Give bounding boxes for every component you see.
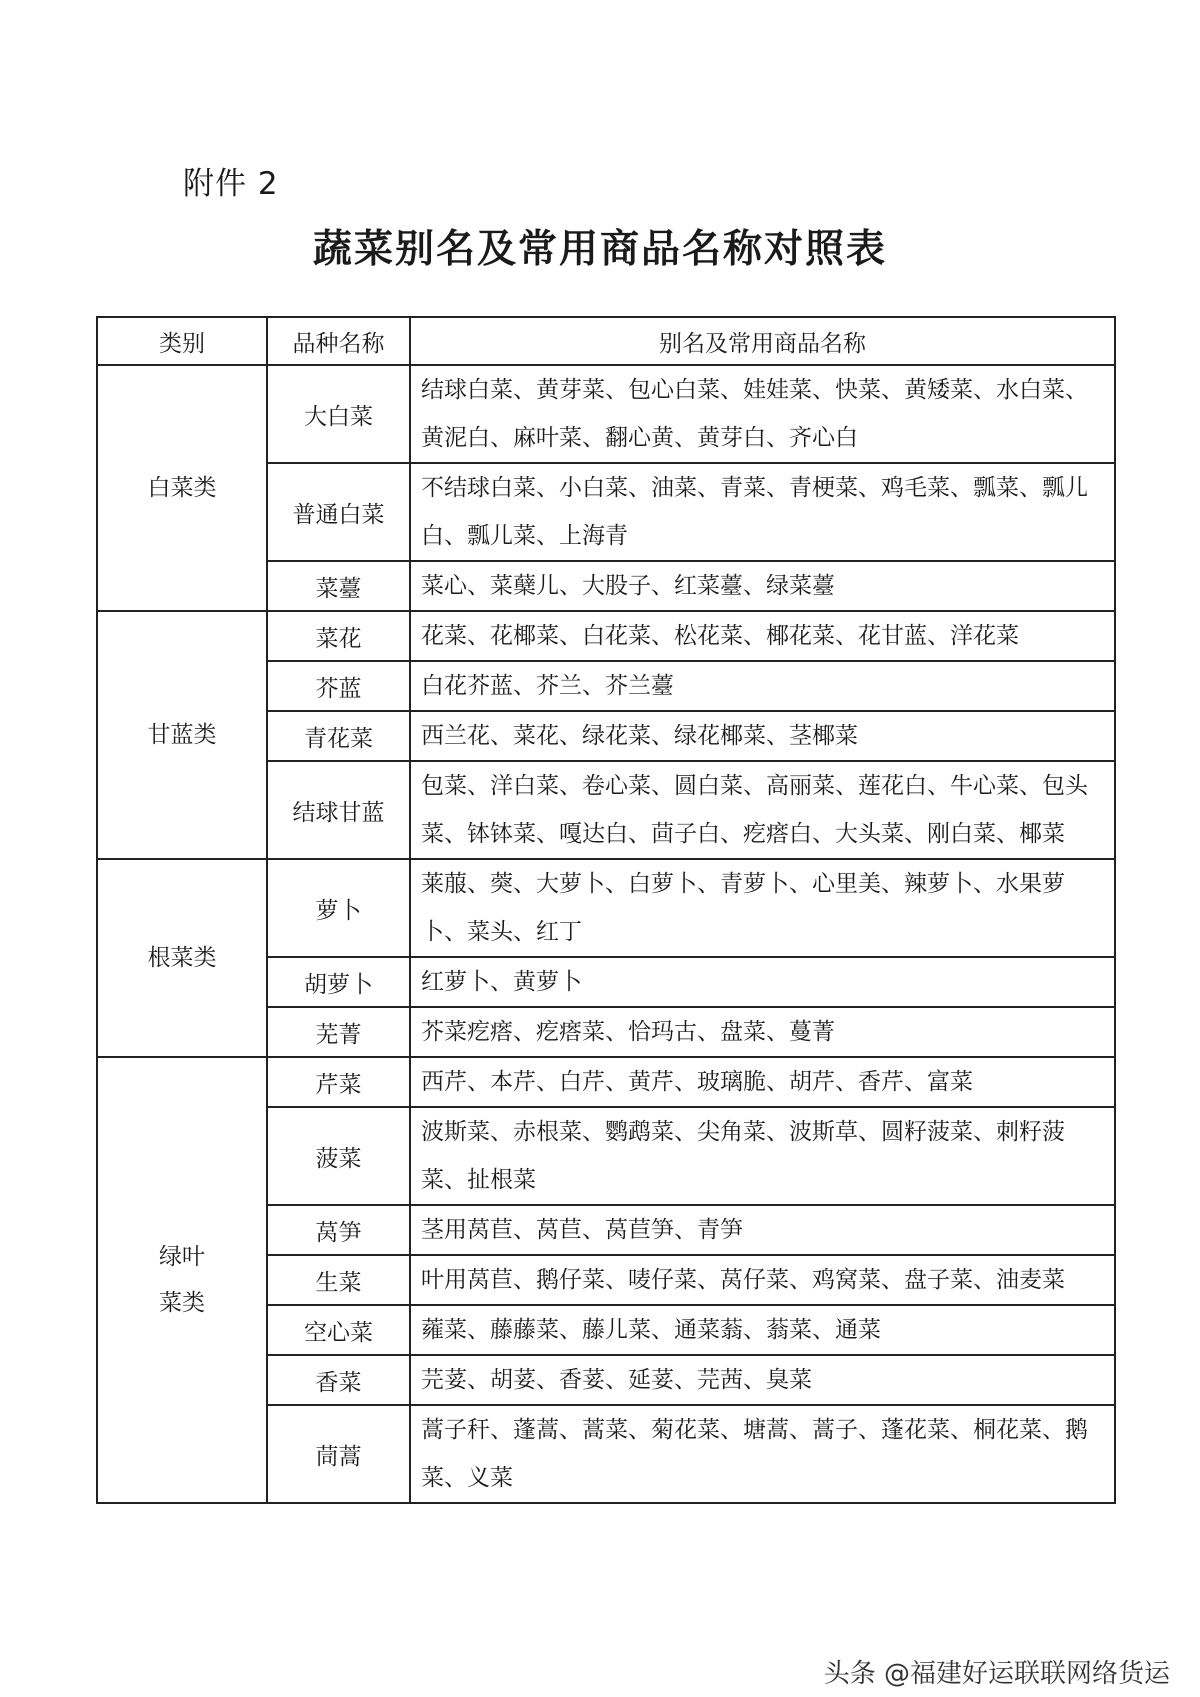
variety-cell: 芥蓝 bbox=[267, 661, 410, 711]
aliases-cell: 白花芥蓝、芥兰、芥兰薹 bbox=[410, 661, 1115, 711]
variety-cell: 结球甘蓝 bbox=[267, 761, 410, 859]
table-row bbox=[97, 1057, 1115, 1107]
category-cell: 甘蓝类 bbox=[97, 611, 267, 859]
aliases-cell: 蒿子秆、蓬蒿、蒿菜、菊花菜、塘蒿、蒿子、蓬花菜、桐花菜、鹅菜、义菜 bbox=[410, 1405, 1115, 1503]
variety-cell: 大白菜 bbox=[267, 365, 410, 463]
header-category: 类别 bbox=[97, 317, 267, 365]
aliases-cell: 菜心、菜蘖儿、大股子、红菜薹、绿菜薹 bbox=[410, 561, 1115, 611]
category-cell: 白菜类 bbox=[97, 365, 267, 611]
aliases-cell: 茎用莴苣、莴苣、莴苣笋、青笋 bbox=[410, 1205, 1115, 1255]
variety-cell: 菜花 bbox=[267, 611, 410, 661]
variety-cell: 青花菜 bbox=[267, 711, 410, 761]
variety-cell: 香菜 bbox=[267, 1355, 410, 1405]
aliases-cell: 西兰花、菜花、绿花菜、绿花椰菜、茎椰菜 bbox=[410, 711, 1115, 761]
variety-cell: 萝卜 bbox=[267, 859, 410, 957]
aliases-cell: 花菜、花椰菜、白花菜、松花菜、椰花菜、花甘蓝、洋花菜 bbox=[410, 611, 1115, 661]
variety-cell: 空心菜 bbox=[267, 1305, 410, 1355]
variety-cell: 生菜 bbox=[267, 1255, 410, 1305]
document-title: 蔬菜别名及常用商品名称对照表 bbox=[312, 227, 887, 272]
vegetable-alias-table bbox=[96, 316, 1116, 1504]
aliases-cell: 不结球白菜、小白菜、油菜、青菜、青梗菜、鸡毛菜、瓢菜、瓢儿白、瓢儿菜、上海青 bbox=[410, 463, 1115, 561]
aliases-cell: 包菜、洋白菜、卷心菜、圆白菜、高丽菜、莲花白、牛心菜、包头菜、钵钵菜、嘎达白、茴子白、疙瘩白、大头菜、刚白菜、椰菜 bbox=[410, 761, 1115, 859]
category-line: 绿叶 bbox=[159, 1244, 205, 1270]
aliases-cell: 蕹菜、藤藤菜、藤儿菜、通菜蓊、蓊菜、通菜 bbox=[410, 1305, 1115, 1355]
header-variety: 品种名称 bbox=[267, 317, 410, 365]
aliases-cell: 莱菔、葖、大萝卜、白萝卜、青萝卜、心里美、辣萝卜、水果萝卜、菜头、红丁 bbox=[410, 859, 1115, 957]
attachment-label: 附件 2 bbox=[183, 166, 279, 202]
category-cell: 根菜类 bbox=[97, 859, 267, 1057]
variety-cell: 莴笋 bbox=[267, 1205, 410, 1255]
variety-cell: 芹菜 bbox=[267, 1057, 410, 1107]
watermark-footer: 头条 @福建好运联联网络货运 bbox=[818, 1651, 1176, 1692]
aliases-cell: 红萝卜、黄萝卜 bbox=[410, 957, 1115, 1007]
table-header-row bbox=[97, 317, 1115, 365]
table-row bbox=[97, 365, 1115, 463]
aliases-cell: 芫荽、胡荽、香荽、延荽、芫茜、臭菜 bbox=[410, 1355, 1115, 1405]
variety-cell: 茼蒿 bbox=[267, 1405, 410, 1503]
aliases-cell: 叶用莴苣、鹅仔菜、唛仔菜、莴仔菜、鸡窝菜、盘子菜、油麦菜 bbox=[410, 1255, 1115, 1305]
table-row bbox=[97, 611, 1115, 661]
variety-cell: 胡萝卜 bbox=[267, 957, 410, 1007]
category-line: 菜类 bbox=[159, 1290, 205, 1316]
category-cell bbox=[97, 1057, 267, 1503]
variety-cell: 菜薹 bbox=[267, 561, 410, 611]
variety-cell: 芜菁 bbox=[267, 1007, 410, 1057]
header-aliases: 别名及常用商品名称 bbox=[410, 317, 1115, 365]
aliases-cell: 芥菜疙瘩、疙瘩菜、恰玛古、盘菜、蔓菁 bbox=[410, 1007, 1115, 1057]
aliases-cell: 西芹、本芹、白芹、黄芹、玻璃脆、胡芹、香芹、富菜 bbox=[410, 1057, 1115, 1107]
aliases-cell: 波斯菜、赤根菜、鹦鹉菜、尖角菜、波斯草、圆籽菠菜、刺籽菠菜、扯根菜 bbox=[410, 1107, 1115, 1205]
aliases-cell: 结球白菜、黄芽菜、包心白菜、娃娃菜、快菜、黄矮菜、水白菜、黄泥白、麻叶菜、翻心黄、黄芽白、齐心白 bbox=[410, 365, 1115, 463]
variety-cell: 普通白菜 bbox=[267, 463, 410, 561]
variety-cell: 菠菜 bbox=[267, 1107, 410, 1205]
table-row bbox=[97, 859, 1115, 957]
